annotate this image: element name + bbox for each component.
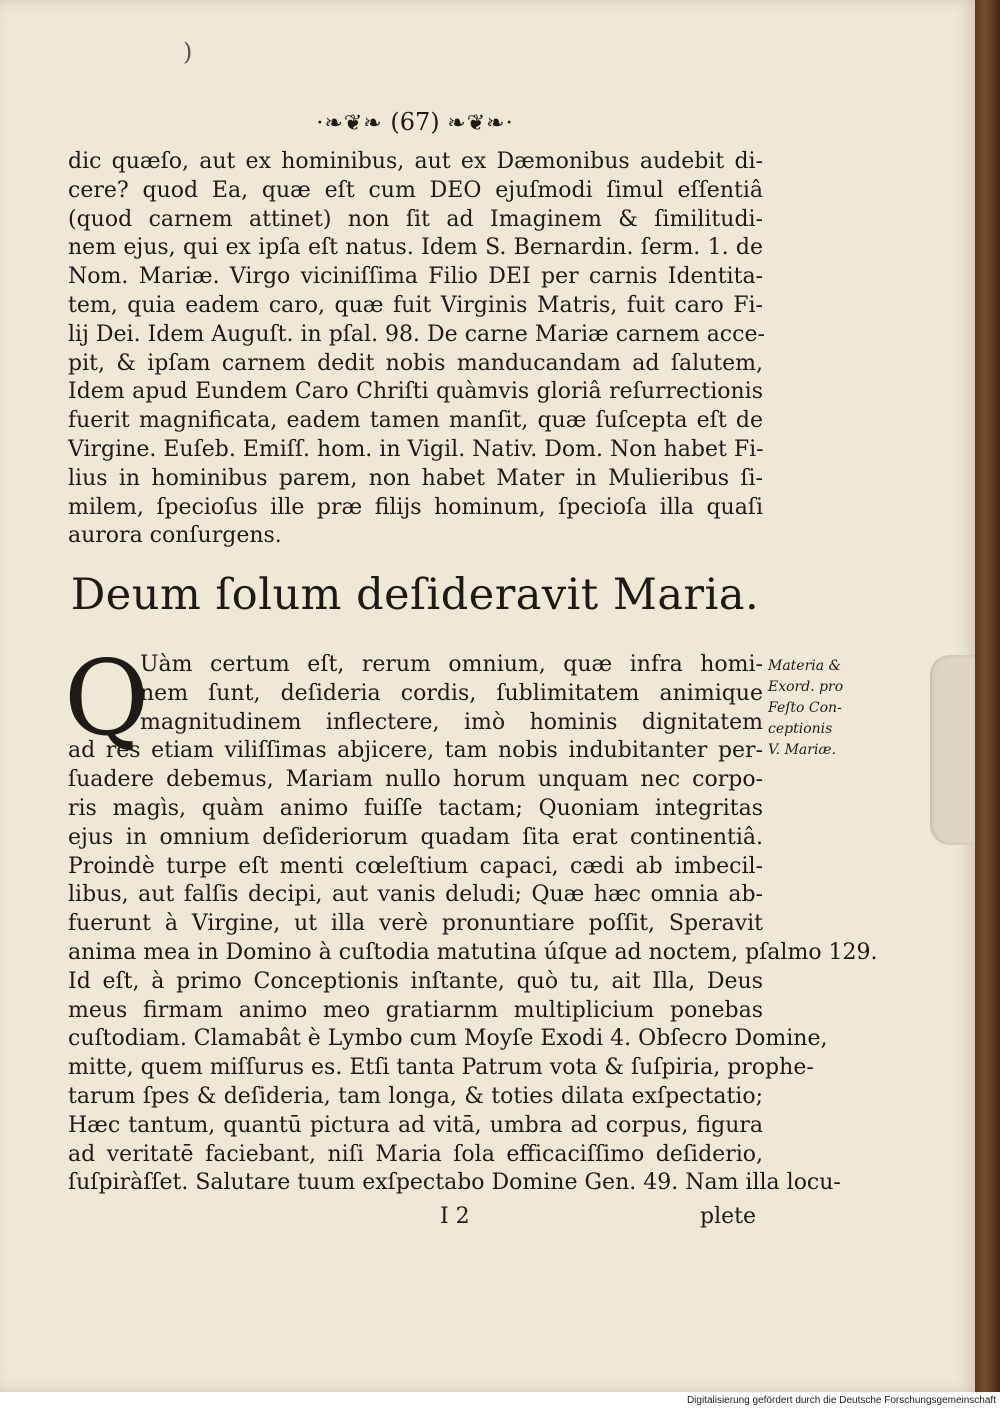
text-line: (quod carnem attinet) non ſit ad Imaginem & ſimilitudi- <box>68 206 763 232</box>
text-line: dic quæſo, aut ex hominibus, aut ex Dæmonibus audebit di- <box>68 149 763 174</box>
ornament-right-icon: ❧❦❧· <box>447 111 514 136</box>
text-line: aurora conſurgens. <box>68 523 282 549</box>
text-line: mitte, quem miſſurus es. Etſi tanta Patrum vota & ſuſpiria, prophe- <box>68 1055 814 1081</box>
text-line: fuerit magnificata, eadem tamen manſit, quæ ſuſcepta eſt de <box>68 408 763 434</box>
text-line: ejus in omnium deſideriorum quadam ſita erat continentiâ. <box>68 824 763 850</box>
drop-cap: Q <box>64 637 150 759</box>
margin-note-line: Feſto Con- <box>768 700 842 716</box>
text-line: ſuadere debemus, Mariam nullo horum unquam nec corpo- <box>68 767 763 793</box>
text-line: tem, quia eadem caro, quæ fuit Virginis Matris, fuit caro Fi- <box>68 292 763 318</box>
digitization-credit: Digitalisierung gefördert durch die Deutsche Forschungsgemeinschaft <box>686 1395 996 1406</box>
text-line: ad res etiam viliſſimas abjicere, tam nobis indubitanter per- <box>68 738 763 764</box>
text-line: ris magìs, quàm animo fuiſſe tactam; Quoniam integritas <box>68 795 763 821</box>
text-line: Nom. Mariæ. Virgo viciniſſima Filio DEI per carnis Identita- <box>68 264 763 290</box>
text-line: Proindè turpe eſt menti cœleſtium capaci, cædi ab imbecil- <box>68 853 763 879</box>
text-line: meus firmam animo meo gratiarnm multiplicium ponebas <box>68 997 763 1023</box>
text-line: ſuſpiràſſet. Salutare tuum exſpectabo Domine Gen. 49. Nam illa locu- <box>68 1170 841 1196</box>
page-tab-marker <box>930 655 975 845</box>
catchword: plete <box>700 1204 756 1229</box>
paragraph-top <box>68 148 763 551</box>
text-line: cere? quod Ea, quæ eſt cum DEO ejuſmodi ſimul eſſentiâ <box>68 177 763 203</box>
margin-note-line: Materia & <box>768 658 842 674</box>
text-line: anima mea in Domino à cuſtodia matutina úſque ad noctem, pſalmo 129. <box>68 939 878 965</box>
signature-mark: I 2 <box>440 1204 470 1229</box>
page-header <box>0 108 830 136</box>
text-line: cuſtodiam. Clamabât è Lymbo cum Moyſe Exodi 4. Obſecro Domine, <box>68 1026 828 1052</box>
text-line: Id eſt, à primo Conceptionis inſtante, quò tu, ait Illa, Deus <box>68 968 763 994</box>
margin-note <box>768 656 878 761</box>
text-line: tarum ſpes & deſideria, tam longa, & toties dilata exſpectatio; <box>68 1083 763 1109</box>
text-line: nem ejus, qui ex ipſa eſt natus. Idem S. Bernardin. ſerm. 1. de <box>68 235 763 261</box>
text-line: Uàm certum eſt, rerum omnium, quæ infra homi- <box>140 652 763 677</box>
margin-note-line: Exord. pro <box>768 679 844 695</box>
text-line: Virgine. Euſeb. Emiſſ. hom. in Vigil. Nativ. Dom. Non habet Fi- <box>68 436 764 462</box>
text-line: Hæc tantum, quantū pictura ad vitā, umbra ad corpus, figura <box>68 1112 763 1138</box>
text-line: lius in hominibus parem, non habet Mater in Mulieribus ſi- <box>68 465 763 491</box>
margin-note-line: V. Mariæ. <box>768 742 837 758</box>
ornament-left-icon: ·❧❦❧ <box>316 111 383 136</box>
text-line: lij Dei. Idem Auguſt. in pſal. 98. De carne Mariæ carnem acce- <box>68 321 765 347</box>
text-line: milem, ſpecioſus ille præ filijs hominum, ſpecioſa illa quaſi <box>68 494 763 520</box>
margin-note-line: ceptionis <box>768 721 833 737</box>
text-line: magnitudinem inflectere, imò hominis dignitatem <box>140 709 763 735</box>
text-line: libus, aut falſis decipi, aut vanis deludi; Quæ hæc omnia ab- <box>68 882 763 908</box>
text-line: Idem apud Eundem Caro Chriſti quàmvis gloriâ reſurrectionis <box>68 379 763 405</box>
text-line: nem ſunt, deſideria cordis, ſublimitatem animique <box>140 680 763 706</box>
section-title: Deum ſolum deſideravit Maria. <box>70 570 760 620</box>
book-binding-edge <box>975 0 1000 1392</box>
page-number: (67) <box>390 108 440 136</box>
text-line: fuerunt à Virgine, ut illa verè pronuntiare poſſit, Speravit <box>68 911 763 937</box>
digitization-footer <box>0 1392 1000 1410</box>
text-line: ad veritatē faciebant, niſi Maria ſola efficaciſſimo deſiderio, <box>68 1141 763 1167</box>
pencil-mark: ) <box>183 38 193 66</box>
text-line: pit, & ipſam carnem dedit nobis manducandam ad ſalutem, <box>68 350 763 376</box>
